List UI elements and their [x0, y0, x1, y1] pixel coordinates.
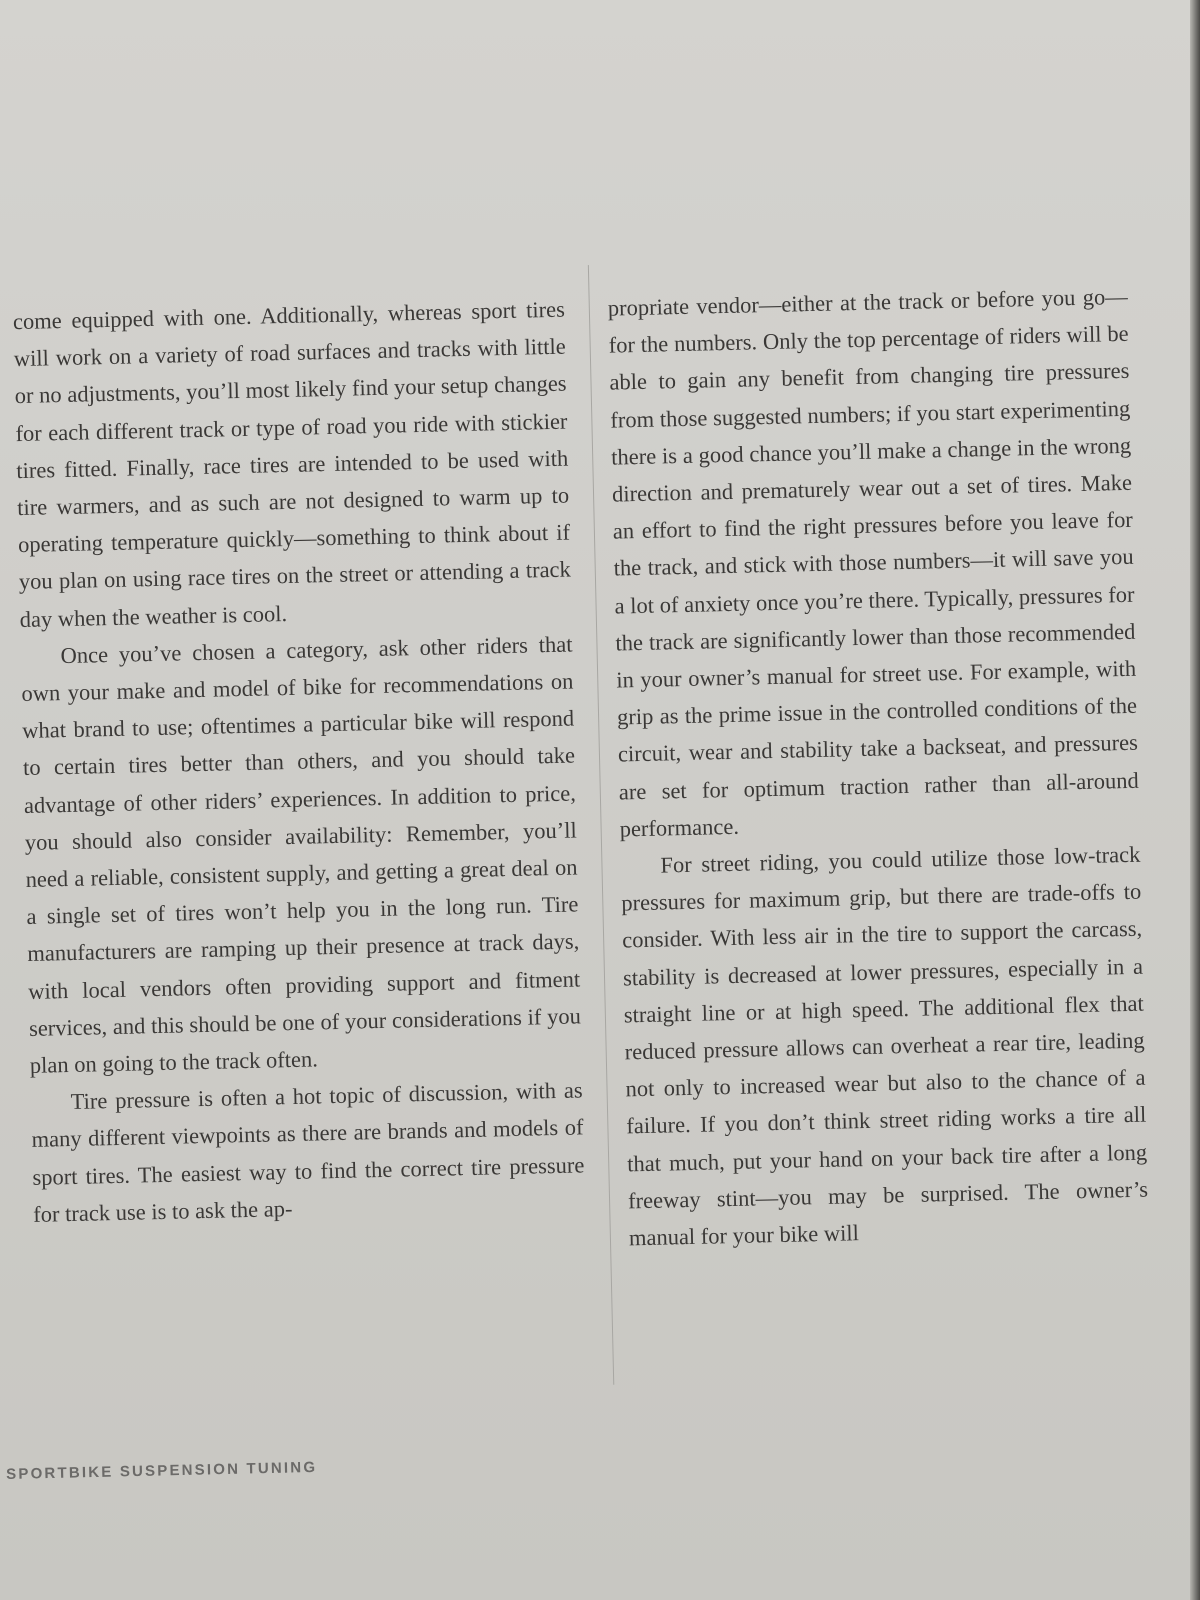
left-column: [13, 291, 586, 1233]
page-edge-shadow: [1190, 0, 1200, 1600]
right-column: [607, 278, 1149, 1257]
right-paragraph-2: For street riding, you could utilize those low-track pressures for maximum grip, but there are trade-offs to consider. With less air in the tire to support the carcass, stability is decreased at lower pressures, especially in a straight line or at high speed. The additional flex that reduced pressure allows can overheat a rear tire, leading not only to increased wear but also to the chance of a failure. If you don’t think street riding works a tire all that much, put your hand on your back tire after a long freeway stint—you may be surprised. The owner’s manual for your bike will: [621, 841, 1149, 1251]
running-footer: SPORTBIKE SUSPENSION TUNING: [6, 1458, 318, 1483]
left-paragraph-2: Once you’ve chosen a category, ask other riders that own your make and model of bike for recommendations on what brand to use; oftentimes a particular bike will respond to certain tires better than others, and you should take advantage of other riders’ experiences. In addition to price, you should also consider availability: Remember, you’ll need a reliable, consistent supply, and getting a great deal on a single set of tires won’t help you in the long run. Tire manufacturers are ramping up their presence at track days, with local vendors often providing support and fitment services, and this should be one of your considerations if you plan on going to the track often.: [21, 631, 582, 1078]
right-paragraph-1: propriate vendor—either at the track or before you go—for the numbers. Only the top percentage of riders will be able to gain any benefit from changing tire pressures from those suggested numbers; if you start experimenting there is a good chance you’ll make a change in the wrong direction and prematurely wear out a set of tires. Make an effort to find the right pressures before you leave for the track, and stick with those numbers—it will save you a lot of anxiety once you’re there. Typically, pressures for the track are significantly lower than those recommended in your owner’s manual for street use. For example, with grip as the prime issue in the controlled conditions of the circuit, wear and stability take a backseat, and pressures are set for optimum traction rather than all-around performance.: [607, 283, 1139, 842]
left-paragraph-3: Tire pressure is often a hot topic of discussion, with as many different viewpoints as there are brands and models of sport tires. The easiest way to find the correct tire pressure for track use is to ask the ap-: [31, 1077, 585, 1227]
text-block: [0, 252, 1190, 1379]
left-paragraph-1: come equipped with one. Additionally, whereas sport tires will work on a variety of road surfaces and tracks with little or no adjustments, you’ll most likely find your setup changes for each different track or type of road you ride with stickier tires fitted. Finally, race tires are intended to be used with tire warmers, and as such are not designed to warm up to operating temperature quickly—something to think about if you plan on using race tires on the street or attending a track day when the weather is cool.: [12, 296, 572, 632]
